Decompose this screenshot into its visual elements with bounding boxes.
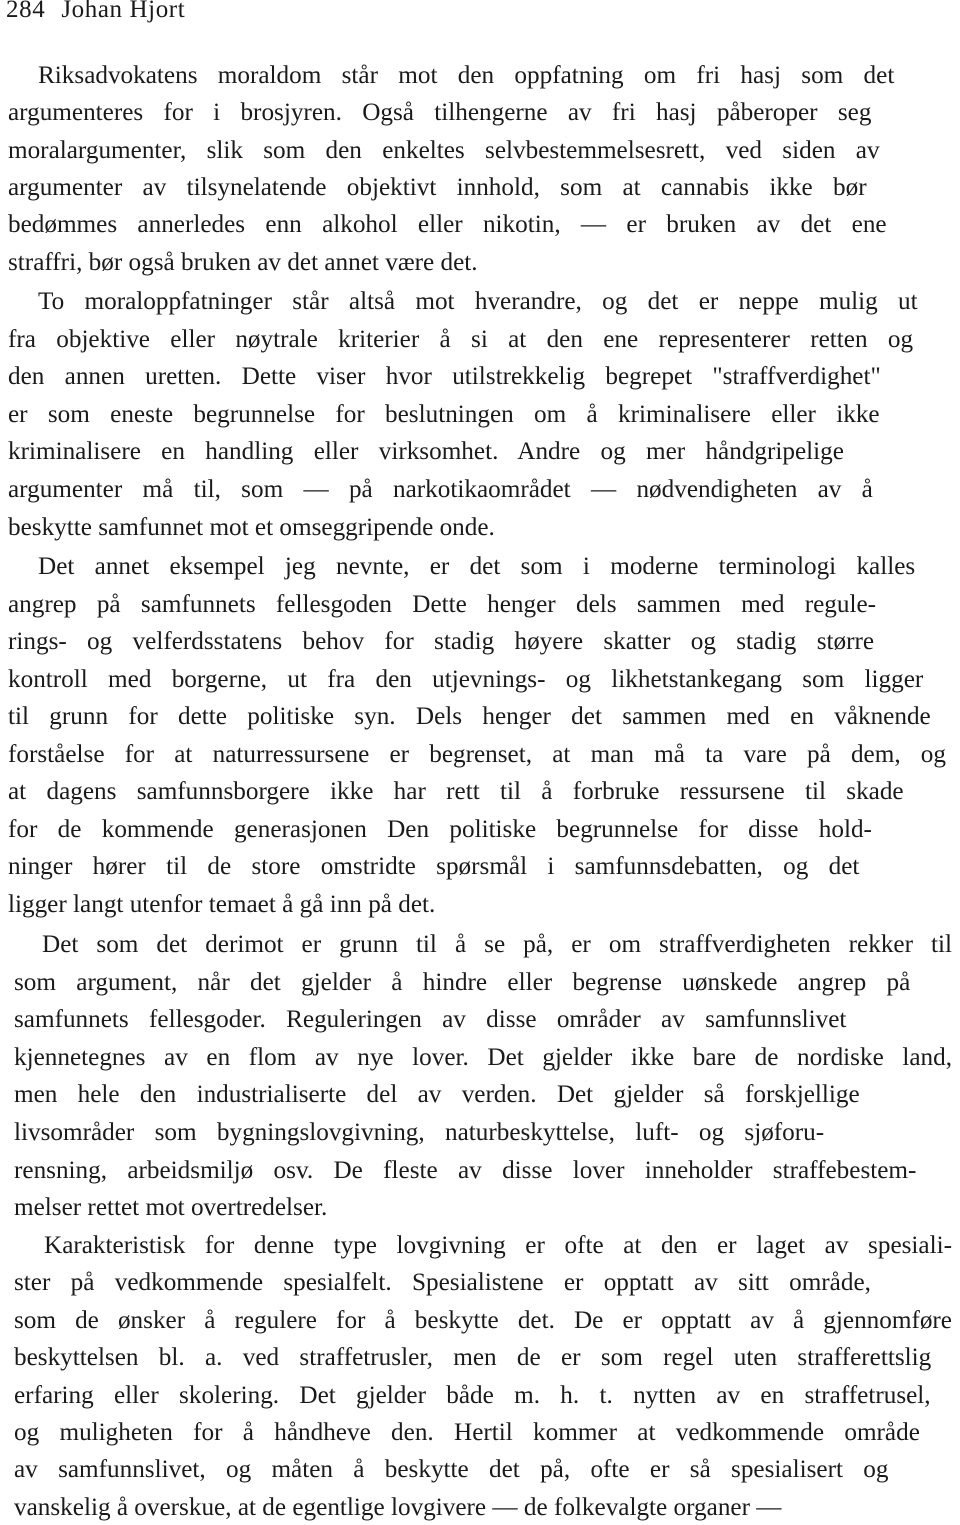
- text-line: ster på vedkommende spesialfelt. Spesialistene er opptatt av sitt område,: [14, 1269, 871, 1296]
- text-line: kontroll med borgerne, ut fra den utjevnings- og likhetstankegang som ligger: [8, 666, 924, 693]
- text-line: for de kommende generasjonen Den politiske begrunnelse for disse hold-: [8, 816, 872, 843]
- text-line: straffri, bør også bruken av det annet være det.: [8, 249, 478, 276]
- text-line: fra objektive eller nøytrale kriterier å si at den ene representerer retten og: [8, 326, 914, 353]
- text-line: angrep på samfunnets fellesgoden Dette henger dels sammen med regule-: [8, 591, 877, 618]
- text-line: rings- og velferdsstatens behov for stadig høyere skatter og stadig større: [8, 628, 875, 655]
- text-line: rensning, arbeidsmiljø osv. De fleste av disse lover inneholder straffebestem-: [14, 1157, 917, 1184]
- text-line: Riksadvokatens moraldom står mot den oppfatning om fri hasj som det: [38, 62, 895, 89]
- text-line: ligger langt utenfor temaet å gå inn på det.: [8, 891, 436, 918]
- text-line: den annen uretten. Dette viser hvor utilstrekkelig begrepet "straffverdighet": [8, 363, 881, 390]
- text-line: livsområder som bygningslovgivning, naturbeskyttelse, luft- og sjøforu-: [14, 1119, 825, 1146]
- running-header: [6, 0, 185, 24]
- text-line: Det som det derimot er grunn til å se på, er om straffverdigheten rekker til: [42, 931, 952, 958]
- text-line: Det annet eksempel jeg nevnte, er det som i moderne terminologi kalles: [38, 553, 916, 580]
- text-line: Karakteristisk for denne type lovgivning er ofte at den er laget av spesiali-: [44, 1232, 952, 1259]
- text-line: som de ønsker å regulere for å beskytte det. De er opptatt av å gjennomføre: [14, 1307, 952, 1334]
- page-number: 284: [6, 0, 46, 23]
- text-line: bedømmes annerledes enn alkohol eller nikotin, — er bruken av det ene: [8, 211, 887, 238]
- text-line: av samfunnslivet, og måten å beskytte det på, ofte er så spesialisert og: [14, 1456, 889, 1483]
- text-line: samfunnets fellesgoder. Reguleringen av disse områder av samfunnslivet: [14, 1006, 847, 1033]
- text-line: men hele den industrialiserte del av verden. Det gjelder så forskjellige: [14, 1081, 860, 1108]
- text-line: til grunn for dette politiske syn. Dels henger det sammen med en våknende: [8, 703, 931, 730]
- text-line: beskyttelsen bl. a. ved straffetrusler, men de er som regel uten strafferettslig: [14, 1344, 932, 1371]
- text-line: kjennetegnes av en flom av nye lover. Det gjelder ikke bare de nordiske land,: [14, 1044, 952, 1071]
- text-line: vanskelig å overskue, at de egentlige lovgivere — de folkevalgte organer —: [14, 1494, 782, 1521]
- text-line: argumenter av tilsynelatende objektivt innhold, som at cannabis ikke bør: [8, 174, 867, 201]
- text-line: erfaring eller skolering. Det gjelder både m. h. t. nytten av en straffetrusel,: [14, 1382, 931, 1409]
- text-line: er som eneste begrunnelse for beslutningen om å kriminalisere eller ikke: [8, 401, 880, 428]
- text-line: To moraloppfatninger står altså mot hverandre, og det er neppe mulig ut: [38, 288, 918, 315]
- text-line: beskytte samfunnet mot et omseggripende onde.: [8, 514, 495, 541]
- running-title: Johan Hjort: [61, 0, 186, 23]
- text-line: som argument, når det gjelder å hindre eller begrense uønskede angrep på: [14, 969, 911, 996]
- text-line: forståelse for at naturressursene er begrenset, at man må ta vare på dem, og: [8, 741, 946, 768]
- text-line: kriminalisere en handling eller virksomhet. Andre og mer håndgripelige: [8, 438, 844, 465]
- text-line: argumenter må til, som — på narkotikaområdet — nødvendigheten av å: [8, 476, 873, 503]
- text-line: at dagens samfunnsborgere ikke har rett til å forbruke ressursene til skade: [8, 778, 904, 805]
- text-line: argumenteres for i brosjyren. Også tilhengerne av fri hasj påberoper seg: [8, 99, 872, 126]
- text-line: melser rettet mot overtredelser.: [14, 1194, 328, 1221]
- text-line: og muligheten for å håndheve den. Hertil kommer at vedkommende område: [14, 1419, 920, 1446]
- text-line: moralargumenter, slik som den enkeltes selvbestemmelsesrett, ved siden av: [8, 137, 880, 164]
- text-line: ninger hører til de store omstridte spørsmål i samfunnsdebatten, og det: [8, 853, 860, 880]
